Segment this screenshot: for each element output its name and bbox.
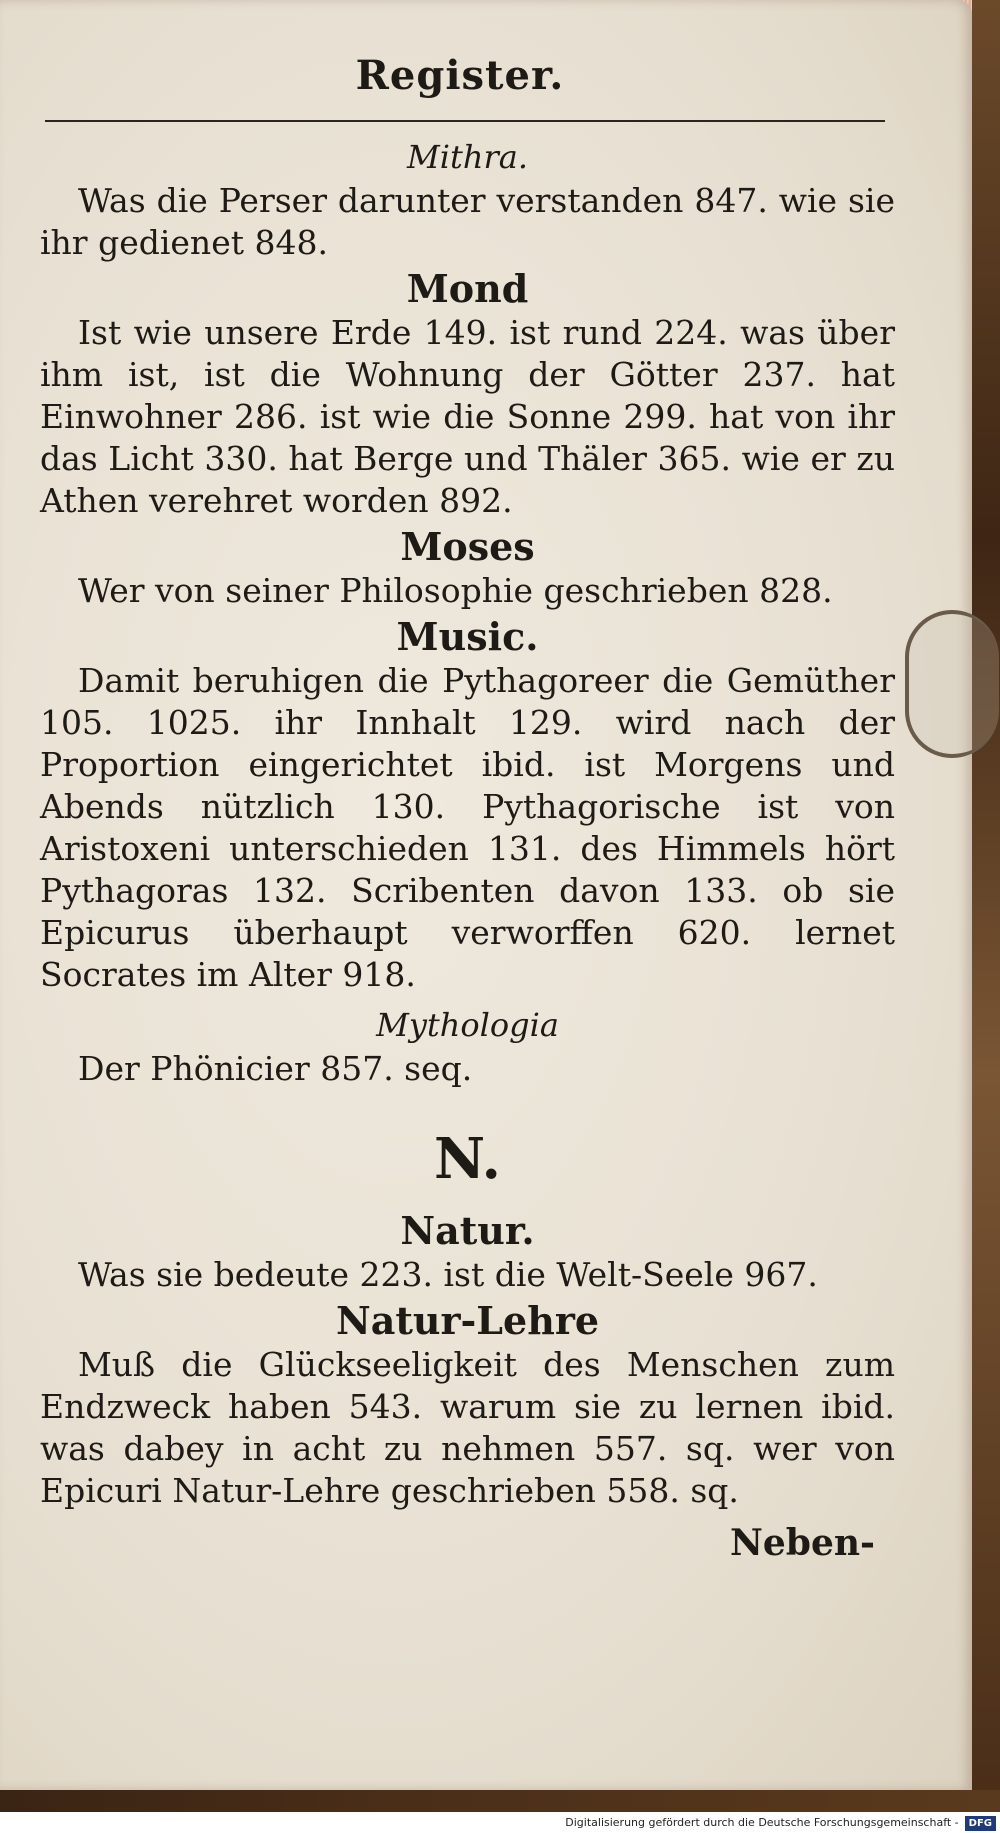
entry-heading-music: Music. [396, 614, 539, 659]
entry-heading-natur-lehre: Natur-Lehre [335, 1298, 600, 1343]
book-clasp [905, 610, 999, 758]
entry-heading-mithra: Mithra. [406, 138, 528, 176]
entry-heading-moses: Moses [400, 524, 535, 569]
book-cover-edge [968, 0, 1000, 1790]
section-letter: N. [433, 1126, 502, 1192]
entry-text-natur: Was sie bedeute 223. ist die Welt-Seele 967. [78, 1255, 818, 1294]
entry-text-mithra: Was die Perser darunter verstanden 847. wie sie ihr gedienet 848. [40, 181, 895, 262]
page-header: Register. [355, 52, 565, 99]
footer-text: Digitalisierung gefördert durch die Deutsche Forschungsgemeinschaft - [565, 1816, 959, 1829]
entry-text-mond: Ist wie unsere Erde 149. ist rund 224. was über ihm ist, ist die Wohnung der Götter 237. hat Einwohner 286. ist wie die Sonne 299. hat von ihr das Licht 330. hat Berge und Thäler 365. wie er zu Athen verehret worden 892. [40, 313, 895, 520]
entry-heading-mythologia: Mythologia [376, 1006, 559, 1044]
dfg-logo: DFG [965, 1816, 996, 1831]
entry-text-natur-lehre: Muß die Glückseeligkeit des Menschen zum Endzweck haben 543. warum sie zu lernen ibid. was dabey in acht zu nehmen 557. sq. wer von Epicuri Natur-Lehre geschrieben 558. sq. [40, 1345, 895, 1510]
register-body [40, 128, 895, 1564]
entry-text-mythologia: Der Phönicier 857. seq. [78, 1049, 473, 1088]
catchword: Neben- [729, 1522, 875, 1564]
header-rule [45, 120, 885, 122]
entry-heading-mond: Mond [406, 266, 529, 311]
entry-text-music: Damit beruhigen die Pythagoreer die Gemüther 105. 1025. ihr Innhalt 129. wird nach der Proportion eingerichtet ibid. ist Morgens und Abends nützlich 130. Pythagorische ist von Aristoxeni unterschieden 131. des Himmels hört Pythagoras 132. Scribenten davon 133. ob sie Epicurus überhaupt verworffen 620. lernet Socrates im Alter 918. [40, 661, 895, 994]
entry-heading-natur: Natur. [400, 1208, 535, 1253]
digitization-footer [0, 1812, 1000, 1833]
entry-text-moses: Wer von seiner Philosophie geschrieben 828. [78, 571, 833, 610]
